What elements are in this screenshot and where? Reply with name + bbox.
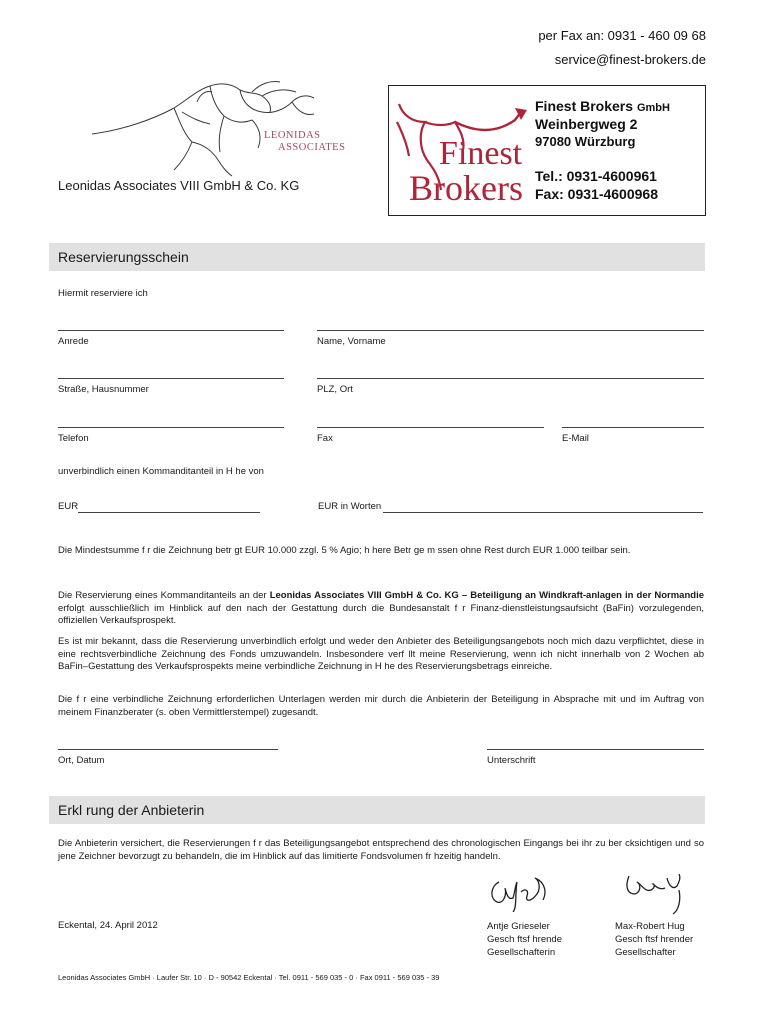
logo-word-finest: Finest (439, 135, 523, 172)
signer1-role-line1: Gesch ftsf hrende (487, 934, 562, 945)
signature-input-line[interactable] (487, 749, 704, 750)
logo-text-associates: ASSOCIATES (278, 142, 346, 153)
bull-arrow-icon (395, 92, 535, 208)
name-label: Name, Vorname (317, 336, 386, 347)
signature-grieseler-icon (485, 872, 555, 912)
signature-hug-icon (615, 870, 695, 920)
broker-fax: Fax: 0931-4600968 (535, 186, 658, 202)
minimum-amount-text: Die Mindestsumme f r die Zeichnung betr gt EUR 10.000 zzgl. 5 % Agio; h here Betr ge m ssen ohne Rest durch EUR 1.000 teilbar sein. (58, 545, 631, 556)
plz-label: PLZ, Ort (317, 384, 353, 395)
amount-intro: unverbindlich einen Kommanditanteil in H he von (58, 466, 264, 477)
eur-label: EUR (58, 501, 79, 512)
signer1-role-line2: Gesellschafterin (487, 947, 556, 958)
place-date-label: Ort, Datum (58, 755, 105, 766)
signer2-role-line2: Gesellschafter (615, 947, 676, 958)
declaration-text: Die Anbieterin versichert, die Reservierungen f r das Beteiligungsangebot entsprechend des chronologischen Eingangs bei ihr zu ber cksichtigen und so jene Zeichner bevorzugt zu behandeln, die im Hinblick auf das limitierte Fondsvolumen fr hzeitig handeln. (58, 838, 704, 862)
signer2-role-line1: Gesch ftsf hrender (615, 934, 694, 945)
lion-icon (92, 72, 367, 182)
footer-address: Leonidas Associates GmbH · Laufer Str. 10 · D - 90542 Eckental · Tel. 0911 - 569 035 - 0 · Fax 0911 - 569 035 - 39 (58, 973, 440, 982)
signature-label: Unterschrift (487, 755, 536, 766)
signer-hug (615, 920, 693, 959)
broker-city: 97080 Würzburg (535, 134, 636, 149)
fax-label: Fax (317, 433, 333, 444)
phone-input-line[interactable] (58, 427, 284, 428)
purpose-text-end: erfolgt ausschließlich im Hinblick auf den nach der Gestattung durch die Bundesanstalt f r Finanz-dienstleistungsaufsicht (BaFin) vorzulegenden, offiziellen Verkaufsprospekt. (58, 602, 704, 626)
broker-stamp (388, 85, 706, 216)
declaration-heading-bar (49, 796, 705, 824)
reservation-heading-bar (49, 243, 705, 271)
documents-text: Die f r eine verbindliche Zeichnung erforderlichen Unterlagen werden mir durch die Anbieterin der Beteiligung in Absprache mit und im Auftrag von meinem Finanzberater (s. oben Vermittlerstempel) zugesandt. (58, 694, 704, 718)
broker-street: Weinbergweg 2 (535, 116, 638, 132)
eur-amount-input-line[interactable] (78, 512, 260, 513)
anrede-input-line[interactable] (58, 330, 284, 331)
signer2-name: Max-Robert Hug (615, 921, 685, 932)
street-input-line[interactable] (58, 378, 284, 379)
email-input-line[interactable] (562, 427, 704, 428)
email-address: service@finest-brokers.de (554, 52, 706, 67)
name-input-line[interactable] (317, 330, 704, 331)
eur-words-input-line[interactable] (383, 512, 703, 513)
place-date-input-line[interactable] (58, 749, 278, 750)
reservation-heading: Reservierungsschein (58, 249, 189, 265)
non-binding-text: Es ist mir bekannt, dass die Reservierung unverbindlich erfolgt und weder den Anbieter des Beteiligungsangebots noch mich dazu verpflichtet, diese in eine rechtsverbindliche Zeichnung des Fonds umzuwandeln. Insbesondere verf llt meine Reservierung, wenn ich nicht innerhalb von 2 Wochen ab BaFin–Gestattung des Verkaufsprospekts meine verbindliche Zeichnung in H he des Reservierungsbetrags einreiche. (58, 636, 704, 672)
anrede-label: Anrede (58, 336, 89, 347)
signer-grieseler (487, 920, 562, 959)
logo-text-leonidas: LEONIDAS (264, 130, 321, 141)
logo-word-brokers: Brokers (409, 168, 523, 208)
broker-phone: Tel.: 0931-4600961 (535, 168, 657, 184)
declaration-heading: Erkl rung der Anbieterin (58, 802, 205, 818)
broker-name-suffix: GmbH (636, 102, 670, 114)
broker-name: Finest Brokers (535, 98, 634, 114)
email-label: E-Mail (562, 433, 589, 444)
fund-name-bold: Leonidas Associates VIII GmbH & Co. KG – Beteiligung an Windkraft-anlagen in der Normandie (269, 590, 704, 601)
phone-label: Telefon (58, 433, 89, 444)
street-label: Straße, Hausnummer (58, 384, 149, 395)
eur-words-label: EUR in Worten (318, 501, 382, 512)
leonidas-logo (92, 72, 367, 182)
fax-input-line[interactable] (317, 427, 544, 428)
declaration-place-date: Eckental, 24. April 2012 (58, 920, 158, 931)
company-name: Leonidas Associates VIII GmbH & Co. KG (58, 178, 300, 193)
reservation-purpose-text (58, 590, 704, 628)
purpose-text-start: Die Reservierung eines Kommanditanteils an der (58, 590, 270, 601)
reservation-intro: Hiermit reserviere ich (58, 288, 148, 299)
signer1-name: Antje Grieseler (487, 921, 550, 932)
fax-number: per Fax an: 0931 - 460 09 68 (538, 28, 706, 43)
plz-input-line[interactable] (317, 378, 704, 379)
